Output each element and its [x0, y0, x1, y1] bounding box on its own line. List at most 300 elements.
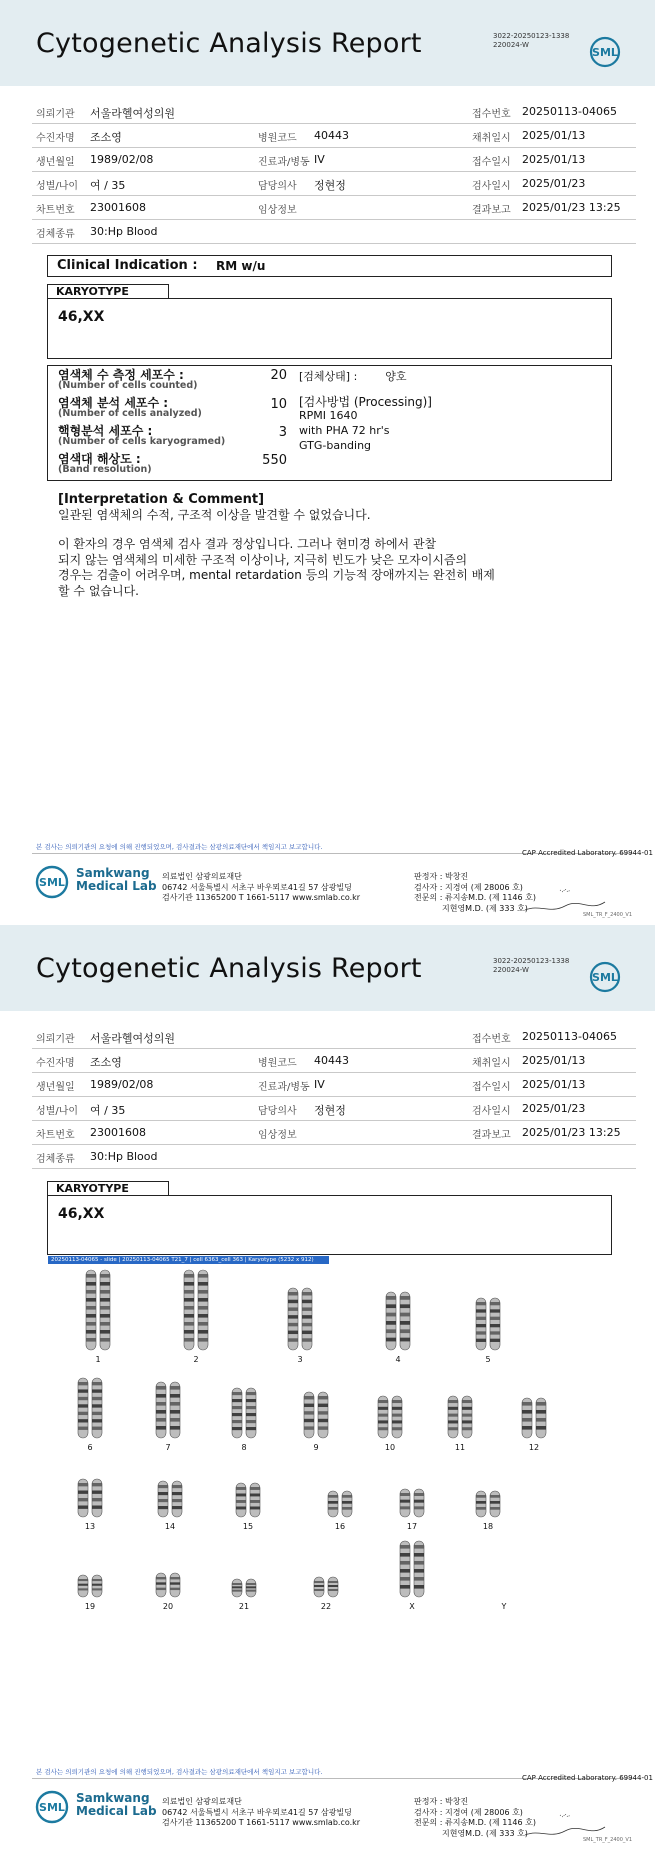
chromosome-band [378, 1407, 388, 1410]
chromosome-band [476, 1324, 486, 1327]
chromosome-band [302, 1292, 312, 1295]
chromosome-band [184, 1330, 194, 1334]
chromosome-label: Y [501, 1602, 507, 1611]
chromosome-pair [78, 1575, 102, 1611]
chromosome-pair [288, 1288, 312, 1364]
chromosome-band [400, 1296, 410, 1300]
chromosome-pair [158, 1481, 182, 1531]
chromosome-band [86, 1338, 96, 1342]
chromosome-band [92, 1397, 102, 1400]
chromosome-band [476, 1495, 486, 1498]
chromosome-band [172, 1492, 182, 1495]
report-page-2 [0, 925, 655, 1850]
chromosome-band [198, 1338, 208, 1342]
chromosome-band [328, 1581, 338, 1583]
chromosome-band [100, 1306, 110, 1310]
chromosome-band [386, 1329, 396, 1333]
chromosome-band [378, 1420, 388, 1423]
chromosome-band [304, 1411, 314, 1414]
footer-brand: Samkwang Medical Lab [76, 866, 157, 893]
chromosome-band [414, 1585, 424, 1589]
karyotype-result: 46,XX [58, 1206, 105, 1222]
chromosome [328, 1491, 338, 1517]
department: IV [314, 153, 325, 166]
chromosome-band [92, 1483, 102, 1486]
chromosome-band [184, 1314, 194, 1318]
chromosome-band [414, 1545, 424, 1549]
chromosome-band [100, 1322, 110, 1326]
chromosome-band [400, 1506, 410, 1509]
chromosome-band [100, 1298, 110, 1302]
chromosome-band [158, 1492, 168, 1495]
chromosome-band [184, 1298, 194, 1302]
chromosome-label: 2 [193, 1355, 199, 1364]
chromosome-band [414, 1493, 424, 1496]
chromosome-band [92, 1382, 102, 1385]
chromosome-pair [400, 1489, 424, 1531]
chromosome-pair [476, 1298, 500, 1364]
chromosome-pair [156, 1382, 180, 1452]
chromosome-band [302, 1300, 312, 1303]
chromosome-band [236, 1507, 246, 1510]
chromosome-band [400, 1585, 410, 1589]
sml-logo-icon [587, 960, 623, 994]
sml-footer-logo-icon [34, 1789, 70, 1825]
chromosome-band [232, 1406, 242, 1409]
footer-signatories: 판정자 : 박창진 검사자 : 지경여 (제 28006 호) 전문의 : 류지송M.D. (제 1146 호) 지현영M.D. (제 333 호) [414, 872, 536, 913]
chromosome-band [400, 1561, 410, 1565]
chromosome-band [314, 1589, 324, 1591]
chromosome-band [490, 1309, 500, 1312]
band-resolution: 550 [262, 453, 287, 468]
chromosome-band [490, 1302, 500, 1305]
chromosome-band [378, 1427, 388, 1430]
institution: 서울라헬여성의원 [90, 107, 176, 120]
chromosome-band [78, 1588, 88, 1590]
chromosome-band [92, 1389, 102, 1392]
chromosome-band [92, 1579, 102, 1581]
chromosome-label: X [409, 1602, 415, 1611]
chromosome-band [158, 1506, 168, 1509]
chromosome-band [156, 1426, 166, 1430]
chromosome-label: 7 [165, 1443, 171, 1452]
svg-text:SML: SML [592, 46, 618, 59]
chromosome-label: 13 [84, 1522, 96, 1531]
birth-date: 1989/02/08 [90, 153, 154, 166]
chromosome-band [156, 1588, 166, 1590]
chromosome-band [328, 1495, 338, 1498]
chromosome-band [246, 1427, 256, 1430]
chromosome-band [328, 1507, 338, 1510]
karyogram-image [40, 1267, 620, 1652]
clinical-indication-box: Clinical Indication : RM w/u [47, 255, 612, 277]
chromosome [490, 1491, 500, 1517]
chromosome-band [448, 1427, 458, 1430]
chromosome-band [318, 1411, 328, 1414]
chromosome-band [170, 1418, 180, 1422]
chromosome-band [198, 1282, 208, 1286]
karyotype-box [47, 298, 612, 359]
chromosome-band [536, 1410, 546, 1414]
chromosome-band [78, 1404, 88, 1407]
sml-logo-icon [587, 35, 623, 69]
chromosome-band [288, 1331, 298, 1334]
chromosome-band [386, 1338, 396, 1342]
chromosome-band [156, 1418, 166, 1422]
chromosome-band [232, 1427, 242, 1430]
chromosome-band [78, 1397, 88, 1400]
chromosome-band [448, 1420, 458, 1423]
chromosome-band [172, 1499, 182, 1502]
chromosome-band [78, 1427, 88, 1430]
interpretation-comment: [Interpretation & Comment] 일관된 염색체의 수적, 구조적 이상을 발견할 수 없었습니다. 이 환자의 경우 염색체 검사 결과 정상입니다. 그러나 현미경 하에서 관찰 되지 않는 염색체의 미세한 구조적 이상이나, 지극히 빈도가 낮은 모자이시즘의 경우는 검출이 어려우며, mental retardation 등의 기능적 장애까지는 완전히 배제 할 수 없습니다. [58, 492, 495, 598]
chromosome-band [100, 1314, 110, 1318]
chromosome-band [302, 1331, 312, 1334]
chromosome [170, 1573, 180, 1597]
chromosome-band [378, 1400, 388, 1403]
karyotype-tab: KARYOTYPE [47, 1181, 169, 1195]
chromosome-band [400, 1545, 410, 1549]
chromosome-band [92, 1588, 102, 1590]
footer-signatories: 판정자 : 박창진 검사자 : 지경여 (제 28006 호) 전문의 : 류지송M.D. (제 1146 호) 지현영M.D. (제 333 호) [414, 1797, 536, 1838]
chromosome-band [246, 1392, 256, 1395]
chromosome-band [476, 1331, 486, 1334]
chromosome-band [386, 1296, 396, 1300]
chromosome-band [184, 1290, 194, 1294]
chromosome-band [414, 1553, 424, 1557]
chromosome-band [246, 1583, 256, 1585]
chromosome-band [236, 1487, 246, 1490]
chromosome-label: 8 [241, 1443, 247, 1452]
report-title: Cytogenetic Analysis Report [36, 953, 422, 984]
chromosome-band [170, 1577, 180, 1579]
chromosome-band [328, 1501, 338, 1504]
chromosome-band [476, 1507, 486, 1510]
footer-address: 의료법인 삼광의료재단 06742 서울특별시 서초구 바우뫼로41길 57 삼광빌딩 검사기관 11365200 T 1661-5117 www.smlab.co.kr [162, 872, 361, 902]
chromosome-label: 20 [162, 1602, 174, 1611]
document-number: 3022-20250123-1338 220024-W [493, 957, 570, 974]
footer-brand: Samkwang Medical Lab [76, 1791, 157, 1818]
chromosome-band [198, 1314, 208, 1318]
chromosome-band [232, 1420, 242, 1423]
chromosome-band [232, 1392, 242, 1395]
chromosome-band [92, 1584, 102, 1586]
chromosome-band [100, 1290, 110, 1294]
chromosome-band [198, 1306, 208, 1310]
chromosome-band [232, 1590, 242, 1592]
chromosome-band [490, 1495, 500, 1498]
karyotype-box [47, 1195, 612, 1255]
chromosome-band [288, 1323, 298, 1326]
info-row: 수진자명 조소영 병원코드 40443 채취일시 2025/01/13 [32, 1049, 636, 1073]
chromosome-band [156, 1402, 166, 1406]
chromosome-band [522, 1426, 532, 1430]
chromosome-band [288, 1307, 298, 1310]
chromosome-band [158, 1499, 168, 1502]
chromosome-pair [314, 1577, 338, 1611]
chromosome-band [156, 1386, 166, 1390]
chromosome-band [92, 1498, 102, 1501]
cells-analyzed: 10 [270, 397, 287, 412]
test-date: 2025/01/23 [522, 177, 586, 190]
chromosome-band [304, 1426, 314, 1429]
report-header [0, 0, 655, 86]
chromosome-label: 14 [164, 1522, 176, 1531]
chromosome-band [490, 1317, 500, 1320]
chromosome-band [156, 1394, 166, 1398]
chromosome-band [462, 1420, 472, 1423]
chromosome [476, 1491, 486, 1517]
chromosome-label: 11 [454, 1443, 466, 1452]
chromosome-band [302, 1307, 312, 1310]
chromosome-band [100, 1274, 110, 1278]
chromosome-band [400, 1338, 410, 1342]
karyogram-image-caption: 20250113-04065 - slide | 20250113-04065 T21_7 | cell 6363_cell 363 | Karyotype (5232 x 912) [48, 1256, 329, 1264]
chromosome-band [184, 1322, 194, 1326]
chromosome-band [86, 1322, 96, 1326]
chromosome-band [198, 1330, 208, 1334]
chromosome-band [400, 1553, 410, 1557]
chromosome-band [78, 1389, 88, 1392]
chromosome-band [342, 1501, 352, 1504]
chromosome-band [392, 1400, 402, 1403]
chromosome-pair [501, 1602, 507, 1611]
chromosome-pair [378, 1396, 402, 1452]
chromosome-band [170, 1386, 180, 1390]
chromosome-band [378, 1414, 388, 1417]
report-title: Cytogenetic Analysis Report [36, 28, 422, 59]
chromosome-band [78, 1579, 88, 1581]
report-footer: 본 검사는 의뢰기관의 요청에 의해 진행되었으며, 검사결과는 삼광의료재단에서 책임지고 보고합니다. CAP Accredited Laboratory. 69944-01 SML Samkwang Medical Lab 의료법인 삼광의료재단 06742 서울특별시 서초구 바우뫼로41길 57 삼광빌딩 검사기관 11365200 T 1661-5117 www.smlab.co.kr 판정자 : 박창진 검사자 : 지경여 (제 28006 호) 전문의 : 류지송M.D. (제 1146 호) 지현영M.D. (제 333 호) SML_TR_F_2400_V1 [0, 840, 655, 925]
chromosome-label: 5 [485, 1355, 491, 1364]
chromosome-band [92, 1419, 102, 1422]
chromosome-band [184, 1274, 194, 1278]
chromosome-band [536, 1418, 546, 1422]
specimen: 30:Hp Blood [90, 225, 158, 238]
info-row: 생년월일 1989/02/08 진료과/병동 IV 접수일시 2025/01/13 [32, 1073, 636, 1097]
chromosome-pair [86, 1270, 110, 1364]
chart-no: 23001608 [90, 201, 146, 214]
chromosome-band [400, 1321, 410, 1325]
receipt-no: 20250113-04065 [522, 105, 617, 118]
info-row: 차트번호 23001608 임상정보 결과보고 2025/01/23 13:25 [32, 196, 636, 220]
report-footer: 본 검사는 의뢰기관의 요청에 의해 진행되었으며, 검사결과는 삼광의료재단에서 책임지고 보고합니다. CAP Accredited Laboratory. 69944-01 SML Samkwang Medical Lab 의료법인 삼광의료재단 06742 서울특별시 서초구 바우뫼로41길 57 삼광빌딩 검사기관 11365200 T 1661-5117 www.smlab.co.kr 판정자 : 박창진 검사자 : 지경여 (제 28006 호) 전문의 : 류지송M.D. (제 1146 호) 지현영M.D. (제 333 호) SML_TR_F_2400_V1 [0, 1765, 655, 1850]
chromosome-band [400, 1304, 410, 1308]
report-header [0, 925, 655, 1011]
chromosome-band [392, 1414, 402, 1417]
chromosome-pair [236, 1483, 260, 1531]
chromosome-band [392, 1407, 402, 1410]
karyotype-tab: KARYOTYPE [47, 284, 169, 298]
chromosome-band [86, 1330, 96, 1334]
sex-age: 여 / 35 [90, 179, 126, 192]
chromosome-band [250, 1507, 260, 1510]
chromosome-band [318, 1404, 328, 1407]
chromosome-band [414, 1500, 424, 1503]
chromosome-band [328, 1589, 338, 1591]
chromosome-pair [328, 1491, 352, 1531]
chromosome-band [92, 1506, 102, 1509]
chromosome-band [86, 1282, 96, 1286]
chromosome-band [172, 1485, 182, 1488]
chromosome-band [392, 1420, 402, 1423]
info-row: 의뢰기관 서울라헬여성의원 접수번호 20250113-04065 [32, 100, 636, 124]
chromosome-band [400, 1313, 410, 1317]
cells-karyogramed: 3 [278, 425, 287, 440]
chromosome-band [490, 1331, 500, 1334]
chromosome-band [246, 1399, 256, 1402]
cap-accreditation: CAP Accredited Laboratory. 69944-01 [522, 1774, 653, 1782]
chromosome-band [522, 1410, 532, 1414]
info-row: 성별/나이 여 / 35 담당의사 정현정 검사일시 2025/01/23 [32, 1097, 636, 1121]
chromosome-band [490, 1507, 500, 1510]
chromosome-pair [232, 1579, 256, 1611]
chromosome-band [100, 1282, 110, 1286]
chromosome-band [462, 1427, 472, 1430]
chromosome-band [302, 1338, 312, 1341]
chromosome-band [86, 1274, 96, 1278]
chromosome-band [198, 1298, 208, 1302]
chromosome-band [288, 1300, 298, 1303]
svg-text:SML: SML [39, 876, 65, 889]
chromosome-band [462, 1414, 472, 1417]
chromosome-band [246, 1590, 256, 1592]
info-row: 생년월일 1989/02/08 진료과/병동 IV 접수일시 2025/01/13 [32, 148, 636, 172]
chromosome-band [250, 1487, 260, 1490]
chromosome-band [288, 1338, 298, 1341]
chromosome-band [198, 1274, 208, 1278]
chromosome-band [198, 1322, 208, 1326]
chromosome-band [170, 1402, 180, 1406]
chromosome-band [184, 1306, 194, 1310]
chromosome-band [232, 1583, 242, 1585]
chromosome-band [536, 1402, 546, 1406]
chromosome-band [314, 1581, 324, 1583]
chromosome-band [170, 1426, 180, 1430]
chromosome-band [236, 1494, 246, 1497]
chromosome-band [232, 1586, 242, 1588]
chromosome-band [246, 1406, 256, 1409]
chromosome-label: 9 [313, 1443, 319, 1452]
info-row: 검체종류 30:Hp Blood [32, 220, 636, 244]
chromosome-band [78, 1498, 88, 1501]
chromosome-band [86, 1306, 96, 1310]
chromosome-band [414, 1569, 424, 1573]
chromosome-band [232, 1399, 242, 1402]
chromosome-band [414, 1506, 424, 1509]
info-row: 검체종류 30:Hp Blood [32, 1145, 636, 1169]
karyotype-result: 46,XX [58, 309, 105, 325]
chromosome-label: 3 [297, 1355, 303, 1364]
chromosome-band [476, 1501, 486, 1504]
chromosome-band [78, 1483, 88, 1486]
chromosome-band [246, 1420, 256, 1423]
clinical-indication: RM w/u [216, 259, 266, 273]
chromosome-band [86, 1298, 96, 1302]
info-row: 의뢰기관 서울라헬여성의원 접수번호 20250113-04065 [32, 1025, 636, 1049]
chromosome-band [318, 1426, 328, 1429]
chromosome-band [250, 1494, 260, 1497]
chromosome-band [462, 1400, 472, 1403]
chromosome-label: 21 [238, 1602, 250, 1611]
chromosome-band [342, 1495, 352, 1498]
chromosome-band [156, 1410, 166, 1414]
chromosome [92, 1575, 102, 1597]
chromosome-band [236, 1500, 246, 1503]
chromosome-band [78, 1382, 88, 1385]
chromosome-band [78, 1584, 88, 1586]
cells-counted: 20 [270, 368, 287, 383]
chromosome-band [448, 1414, 458, 1417]
chromosome-band [170, 1588, 180, 1590]
chromosome-band [476, 1339, 486, 1342]
chromosome-pair [448, 1396, 472, 1452]
chromosome-band [342, 1507, 352, 1510]
doctor: 정현정 [314, 179, 346, 192]
chromosome-band [522, 1418, 532, 1422]
chromosome-band [92, 1491, 102, 1494]
chromosome-band [246, 1413, 256, 1416]
document-number: 3022-20250123-1338 220024-W [493, 32, 570, 49]
chromosome-band [302, 1323, 312, 1326]
sml-footer-logo-icon [34, 864, 70, 900]
chromosome-band [288, 1315, 298, 1318]
chromosome-band [328, 1585, 338, 1587]
chromosome-band [318, 1396, 328, 1399]
collect-date: 2025/01/13 [522, 129, 586, 142]
chromosome [156, 1573, 166, 1597]
cap-accreditation: CAP Accredited Laboratory. 69944-01 [522, 849, 653, 857]
chromosome-band [170, 1582, 180, 1584]
chromosome-band [92, 1412, 102, 1415]
chromosome-label: 16 [334, 1522, 346, 1531]
chromosome-pair [232, 1388, 256, 1452]
chromosome-band [246, 1586, 256, 1588]
chromosome-band [448, 1407, 458, 1410]
chromosome-label: 19 [84, 1602, 96, 1611]
chromosome-band [386, 1313, 396, 1317]
footer-address: 의료법인 삼광의료재단 06742 서울특별시 서초구 바우뫼로41길 57 삼광빌딩 검사기관 11365200 T 1661-5117 www.smlab.co.kr [162, 1797, 361, 1827]
chromosome-band [414, 1561, 424, 1565]
chromosome-label: 10 [384, 1443, 396, 1452]
chromosome-band [414, 1577, 424, 1581]
chromosome-band [536, 1426, 546, 1430]
chromosome-band [86, 1314, 96, 1318]
chromosome-pair [304, 1392, 328, 1452]
specimen-status: 양호 [385, 370, 407, 383]
chromosome-band [400, 1329, 410, 1333]
chromosome-band [170, 1394, 180, 1398]
chromosome-band [86, 1290, 96, 1294]
chromosome-band [400, 1500, 410, 1503]
chromosome-band [78, 1491, 88, 1494]
chromosome-band [170, 1410, 180, 1414]
chromosome-label: 1 [95, 1355, 101, 1364]
chromosome-band [490, 1339, 500, 1342]
chromosome-band [490, 1501, 500, 1504]
info-row: 성별/나이 여 / 35 담당의사 정현정 검사일시 2025/01/23 [32, 172, 636, 196]
chromosome-pair [78, 1479, 102, 1531]
hospital-code: 40443 [314, 129, 349, 142]
chromosome-band [522, 1402, 532, 1406]
chromosome-band [314, 1585, 324, 1587]
chromosome-band [92, 1427, 102, 1430]
chromosome-pair [476, 1491, 500, 1531]
cell-counts-box: 염색체 수 측정 세포수 : (Number of cells counted) 20 염색체 분석 세포수 : (Number of cells analyzed) 10 핵형분석 세포수 : (Number of cells karyogramed) 3 염색대 해상도 : (Band resolution) 550 [검체상태] : 양호 [검사방법 (Processing)] RPMI 1640 with PHA 72 hr's GTG-banding [47, 365, 612, 481]
chromosome-label: 17 [406, 1522, 418, 1531]
chromosome-pair [386, 1292, 410, 1364]
info-row: 차트번호 23001608 임상정보 결과보고 2025/01/23 13:25 [32, 1121, 636, 1145]
